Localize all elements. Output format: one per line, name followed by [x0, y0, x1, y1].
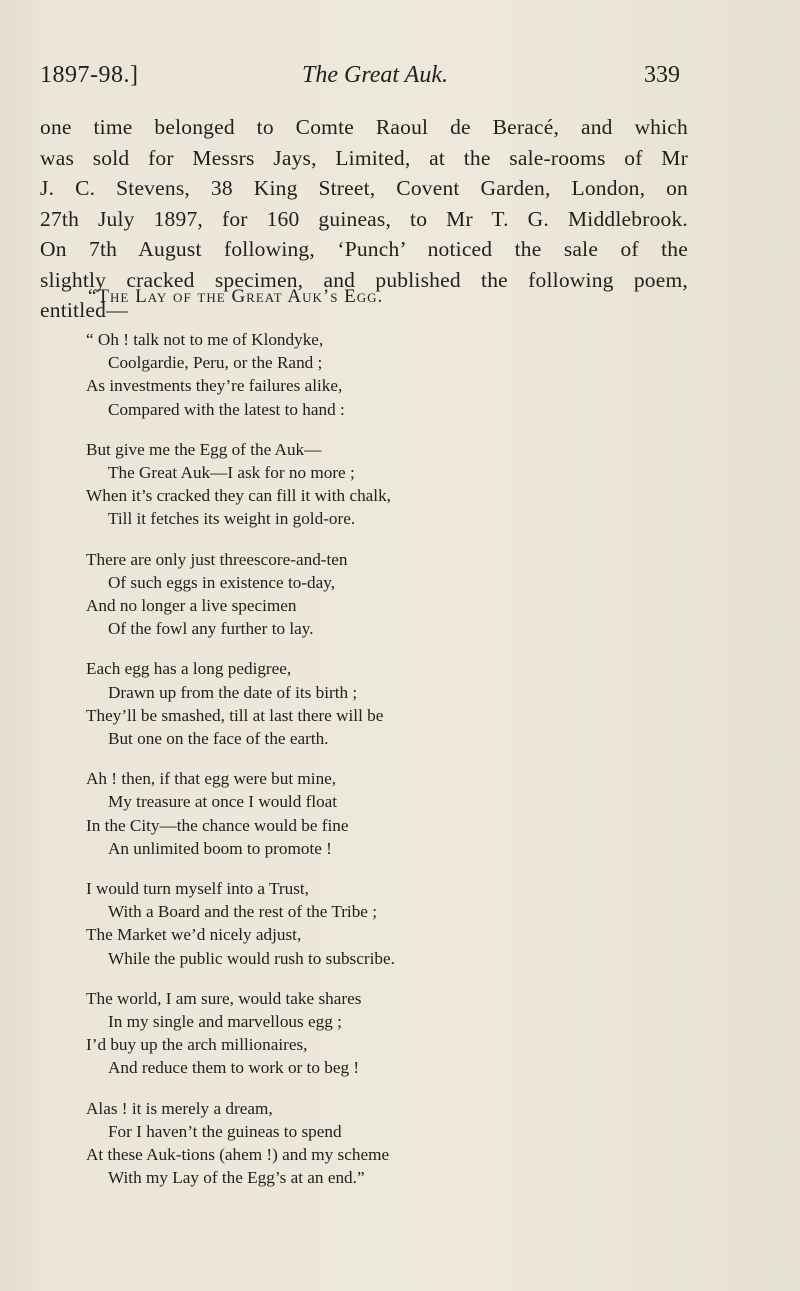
poem-verse: They’ll be smashed, till at last there will be	[86, 705, 384, 725]
poem-verse: Drawn up from the date of its birth ;	[108, 682, 358, 702]
poem-verse: Each egg has a long pedigree,	[86, 659, 292, 679]
poem-verse: But one on the face of the earth.	[108, 729, 329, 749]
poem-verse: Till it fetches its weight in gold-ore.	[108, 509, 356, 529]
poem-verse: In the City—the chance would be fine	[86, 815, 349, 835]
intro-line: was sold for Messrs Jays, Limited, at the sale-rooms of Mr	[40, 145, 688, 170]
poem-verse: Alas ! it is merely a dream,	[86, 1098, 273, 1118]
header-volume: 1897-98.]	[40, 62, 139, 88]
poem-verse: As investments they’re failures alike,	[86, 376, 343, 396]
poem-verse: Of the fowl any further to lay.	[108, 619, 314, 639]
poem-verse: But give me the Egg of the Auk—	[86, 439, 322, 459]
poem-verse: There are only just threescore-and-ten	[86, 549, 348, 569]
poem-verse: While the public would rush to subscribe.	[108, 948, 395, 968]
poem-stanza	[86, 657, 726, 750]
header-title: The Great Auk.	[302, 62, 448, 88]
intro-line: 27th July 1897, for 160 guineas, to Mr T. G. Middlebrook.	[40, 206, 688, 231]
poem-verse: Compared with the latest to hand :	[108, 399, 345, 419]
running-header	[40, 62, 680, 98]
poem-verse: At these Auk-tions (ahem !) and my scheme	[86, 1145, 390, 1165]
intro-line: slightly cracked specimen, and published the following poem,	[40, 267, 688, 292]
poem-verse: In my single and marvellous egg ;	[108, 1012, 342, 1032]
poem-stanza	[86, 877, 726, 970]
poem-stanza	[86, 767, 726, 860]
poem-verse: With my Lay of the Egg’s at an end.”	[108, 1168, 365, 1188]
poem-stanza	[86, 987, 726, 1080]
poem-verse: Of such eggs in existence to-day,	[108, 572, 336, 592]
poem-verse: The world, I am sure, would take shares	[86, 988, 362, 1008]
poem-verse: For I haven’t the guineas to spend	[108, 1121, 342, 1141]
poem-verse: Ah ! then, if that egg were but mine,	[86, 769, 337, 789]
poem-stanza	[86, 548, 726, 641]
poem-verse: I would turn myself into a Trust,	[86, 879, 309, 899]
poem-verse: When it’s cracked they can fill it with chalk,	[86, 486, 391, 506]
poem-verse: Coolgardie, Peru, or the Rand ;	[108, 353, 323, 373]
poem-verse: The Great Auk—I ask for no more ;	[108, 463, 355, 483]
poem-verse: The Market we’d nicely adjust,	[86, 925, 302, 945]
poem-verse: I’d buy up the arch millionaires,	[86, 1035, 308, 1055]
intro-line: entitled—	[40, 298, 128, 322]
intro-line: J. C. Stevens, 38 King Street, Covent Garden, London, on	[40, 176, 688, 200]
poem-stanza	[86, 438, 726, 531]
poem-verse: With a Board and the rest of the Tribe ;	[108, 902, 378, 922]
poem-verse: An unlimited boom to promote !	[108, 838, 332, 858]
poem	[86, 328, 726, 1207]
page-number: 339	[644, 62, 680, 88]
poem-stanza	[86, 1097, 726, 1190]
poem-verse: And no longer a live specimen	[86, 596, 297, 616]
poem-verse: “ Oh ! talk not to me of Klondyke,	[86, 330, 324, 349]
poem-title: “The Lay of the Great Auk’s Egg.	[88, 286, 384, 307]
poem-stanza	[86, 328, 726, 421]
intro-line: On 7th August following, ‘Punch’ noticed the sale of the	[40, 237, 688, 261]
poem-verse: And reduce them to work or to beg !	[108, 1058, 360, 1078]
intro-line: one time belonged to Comte Raoul de Beracé, and which	[40, 115, 688, 139]
poem-verse: My treasure at once I would float	[108, 792, 338, 812]
